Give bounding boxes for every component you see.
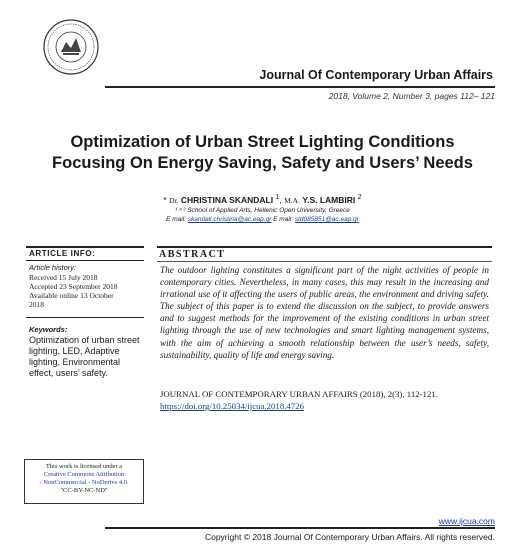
author1-name: CHRISTINA SKANDALI (180, 194, 274, 205)
license-box (24, 459, 144, 504)
author1-sup: 1 (275, 193, 280, 201)
footer-divider (105, 527, 495, 529)
email-label-2: E mail: (273, 216, 294, 223)
license-text: This work is licensed under a (45, 463, 123, 470)
article-info-sub-rule (26, 260, 144, 261)
abstract-heading: ABSTRACT (159, 249, 226, 260)
abstract-top-rule (157, 246, 492, 248)
paper-title-line-2: Focusing On Energy Saving, Safety and Users’ Needs (52, 154, 473, 172)
keywords-rule (26, 317, 144, 318)
email-link-2[interactable]: std085851@ac.eap.gr (294, 216, 359, 223)
article-info-heading: ARTICLE INFO: (29, 249, 96, 258)
journal-seal-logo (42, 16, 100, 78)
available-date-line-2: 2018 (29, 300, 44, 309)
author-line (10, 193, 515, 205)
abstract-sub-rule (157, 261, 492, 262)
received-date: Received 15 July 2018 (29, 273, 98, 282)
author-separator: , (279, 194, 285, 205)
accepted-date: Accepted 23 September 2018 (29, 282, 118, 291)
license-link-2[interactable]: - NonCommercial - NoDerivs 4.0. (39, 479, 129, 486)
website-link[interactable]: www.ijcua.com (438, 516, 495, 526)
corresponding-mark: * (163, 194, 170, 205)
email-link-1[interactable]: skandali.christina@ac.eap.gr (187, 216, 272, 223)
author2-name: Y.S. LAMBIRI (302, 194, 356, 205)
email-label-1: E mail: (166, 216, 186, 223)
keywords-text: Optimization of urban street lighting, LED, Adaptive lighting, Environmental effect, users’ safety. (29, 335, 140, 378)
article-info-top-rule (26, 246, 144, 248)
email-line (10, 216, 515, 223)
paper-title-line-1: Optimization of Urban Street Lighting Conditions (70, 133, 455, 151)
affiliation: ¹ ᵃ ² School of Applied Arts, Hellenic Open University, Greece (175, 207, 350, 214)
doi-link[interactable]: https://doi.org/10.25034/ijcua.2018.4726 (160, 401, 305, 411)
author1-degree: Dr. (169, 195, 179, 205)
header-divider (105, 86, 495, 88)
history-label: Article history: (29, 263, 77, 272)
paper-title (10, 132, 515, 174)
license-link-1[interactable]: Creative Commons Attribution (43, 471, 125, 478)
keywords-label: Keywords: (29, 325, 68, 334)
volume-line: 2018, Volume 2, Number 3, pages 112– 121 (328, 91, 495, 101)
license-code: "CC-BY-NC-ND" (60, 487, 108, 494)
author2-degree: M.A. (284, 195, 300, 205)
author2-sup: 2 (357, 193, 362, 201)
copyright-notice: Copyright © 2018 Journal Of Contemporary Urban Affairs. All rights reserved. (204, 532, 495, 542)
journal-title: Journal Of Contemporary Urban Affairs (259, 68, 493, 82)
available-date-line-1: Available online 13 October (29, 291, 114, 300)
abstract-body: The outdoor lighting constitutes a significant part of the night activities of people in contemporary cities. Nevertheless, in many cases, this may result in the increasing and irrational use of it affecting the users of public areas, the environment and driving safety. The subject of this paper is to extend the discussion on the subject, to provide answers and to suggest methods for the improvement of the existing conditions in urban street lighting through the use of new technologies and smart lighting management systems, with the aim of achieving a smooth relationship between the user’s needs, safety, sustainability, quality of life and energy saving. (160, 265, 489, 360)
citation: JOURNAL OF CONTEMPORARY URBAN AFFAIRS (2018), 2(3), 112-121. (160, 389, 438, 399)
